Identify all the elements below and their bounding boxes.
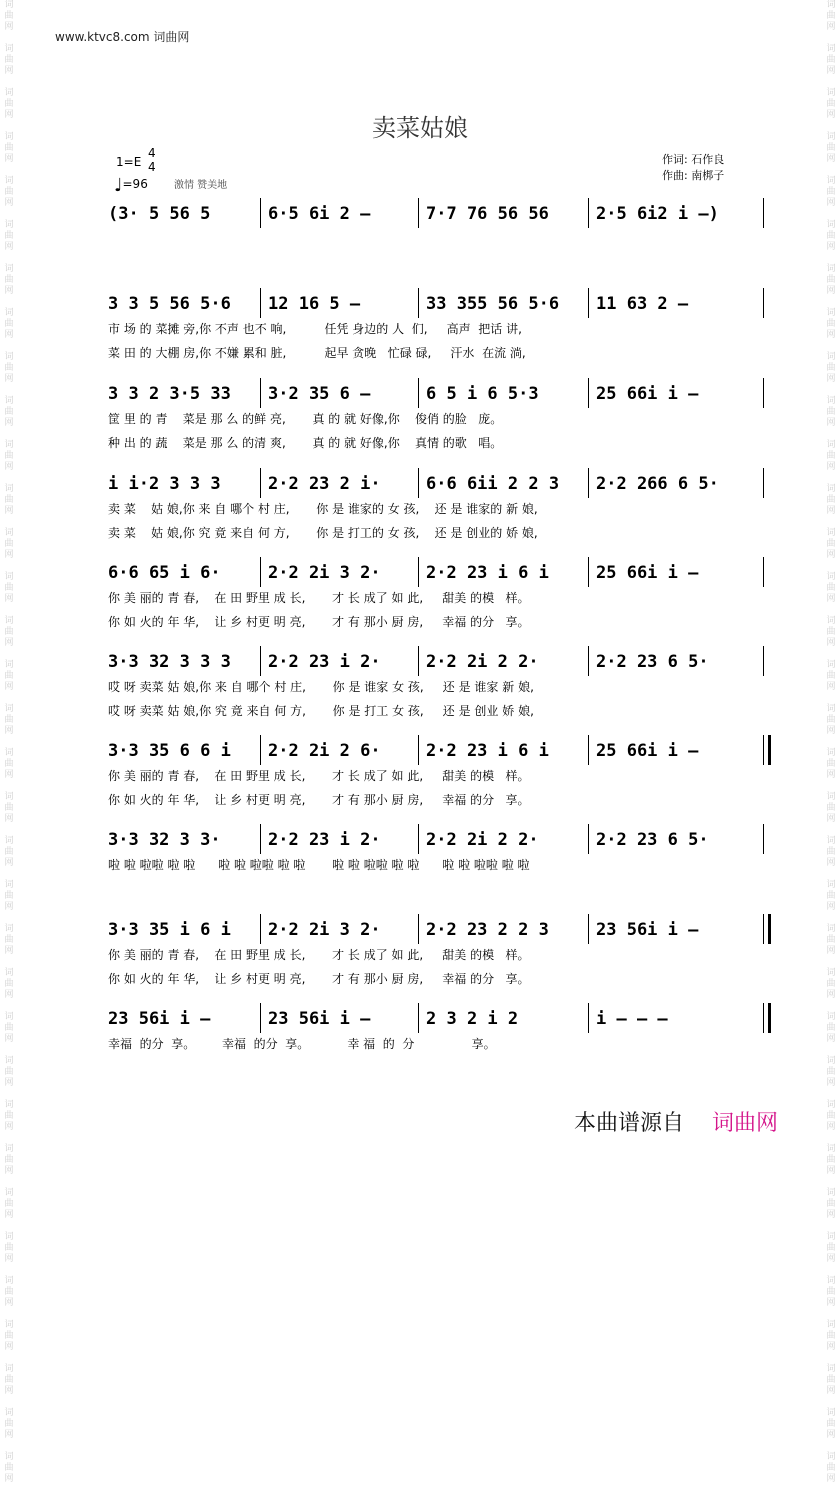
notes-line [108, 474, 768, 498]
barline [418, 288, 419, 318]
barline [763, 557, 764, 587]
measure: 2·2 23 i 2· [268, 830, 381, 850]
barline [763, 378, 764, 408]
lyric-line-1: 卖 菜 姑 娘,你 来 自 哪个 村 庄, 你 是 谁家的 女 孩, 还 是 谁家的 新 娘, [108, 502, 538, 516]
lyric-line-2: 你 如 火的 年 华, 让 乡 村更 明 亮, 才 有 那小 厨 房, 幸福 的分 享。 [108, 793, 530, 807]
barline [588, 914, 589, 944]
measure: 33 355 56 5·6 [426, 294, 560, 314]
lyricist: 作词: 石作良 [662, 153, 725, 166]
notes-line [108, 830, 768, 854]
barline [260, 646, 261, 676]
barline [588, 288, 589, 318]
measure: 3·2 35 6 – [268, 384, 371, 404]
lyric-line-1: 筐 里 的 青 菜是 那 么 的鲜 亮, 真 的 就 好像,你 俊俏 的脸 庞。 [108, 412, 503, 426]
tempo-marking [114, 175, 148, 196]
barline [418, 824, 419, 854]
barline [260, 378, 261, 408]
measure: 2·2 2i 2 6· [268, 741, 381, 761]
lyric-line-2: 卖 菜 姑 娘,你 究 竟 来自 何 方, 你 是 打工的 女 孩, 还 是 创业的 娇 娘, [108, 526, 538, 540]
measure: 23 56i i – [108, 1009, 211, 1029]
measure: 2·2 2i 2 2· [426, 652, 539, 672]
barline [418, 557, 419, 587]
barline [260, 914, 261, 944]
measure: 3·3 32 3 3 3 [108, 652, 231, 672]
barline [763, 914, 771, 944]
side-watermark-right: 词 曲 网 词 曲 网 词 曲 网 词 曲 网 词 曲 网 词 曲 网 词 曲 网 词 曲 网 词 曲 网 词 曲 网 词 曲 网 词 曲 网 词 曲 网 词 曲 网 词 曲 网 词 曲 网 词 曲 网 词 曲 网 词 曲 网 词 曲 网 词 曲 网 词 曲 网 词 曲 网 词 曲 网 词 曲 网 词 曲 网 词 曲 网 词 曲 网 词 曲 网 词 曲 网 词 曲 网 词 曲 网 词 曲 网 词 曲 网 [826, 0, 836, 1484]
footer-source: 本曲谱源自 [574, 1111, 685, 1136]
measure: 2·2 2i 2 2· [426, 830, 539, 850]
measure: 2·2 23 2 2 3 [426, 920, 549, 940]
measure: 2 3 2 i 2 [426, 1009, 519, 1029]
lyric-line-1: 你 美 丽的 青 春, 在 田 野里 成 长, 才 长 成了 如 此, 甜美 的模 样。 [108, 591, 530, 605]
barline [763, 1003, 771, 1033]
measure: 2·2 23 i 6 i [426, 563, 549, 583]
barline [418, 1003, 419, 1033]
lyric-line-1: 幸福 的分 享。 幸福 的分 享。 幸 福 的 分 享。 [108, 1037, 496, 1051]
lyric-line-1: 市 场 的 菜摊 旁,你 不声 也不 响, 任凭 身边的 人 们, 高声 把话 讲, [108, 322, 522, 336]
measure: 2·2 23 6 5· [596, 652, 709, 672]
barline [763, 288, 764, 318]
barline [763, 735, 771, 765]
credits [662, 152, 724, 184]
barline [588, 1003, 589, 1033]
lyric-line-2: 种 出 的 蔬 菜是 那 么 的清 爽, 真 的 就 好像,你 真情 的歌 唱。 [108, 436, 503, 450]
measure: i i·2 3 3 3 [108, 474, 221, 494]
lyric-line-1: 你 美 丽的 青 春, 在 田 野里 成 长, 才 长 成了 如 此, 甜美 的模 样。 [108, 948, 530, 962]
intro-measure-4: 2·5 6i2 i –) [596, 204, 719, 224]
barline [588, 646, 589, 676]
barline [418, 914, 419, 944]
barline [418, 468, 419, 498]
notes-line [108, 1009, 768, 1033]
measure: 2·2 23 i 6 i [426, 741, 549, 761]
barline [260, 198, 261, 228]
lyric-line-2: 菜 田 的 大棚 房,你 不嫌 累和 脏, 起早 贪晚 忙碌 碌, 汗水 在流 淌, [108, 346, 526, 360]
barline [260, 735, 261, 765]
measure: 25 66i i – [596, 563, 699, 583]
measure: 25 66i i – [596, 741, 699, 761]
measure: i – – – [596, 1009, 668, 1029]
measure: 2·2 266 6 5· [596, 474, 719, 494]
measure: 3 3 5 56 5·6 [108, 294, 231, 314]
measure: 3·3 35 i 6 i [108, 920, 231, 940]
barline [588, 198, 589, 228]
measure: 2·2 2i 3 2· [268, 920, 381, 940]
barline [588, 378, 589, 408]
measure: 25 66i i – [596, 384, 699, 404]
time-signature [148, 146, 156, 174]
intro-measure-1: (3· 5 56 5 [108, 204, 211, 224]
measure: 3·3 32 3 3· [108, 830, 221, 850]
intro-measure-2: 6·5 6i 2 – [268, 204, 371, 224]
composer: 作曲: 南梆子 [662, 169, 725, 182]
barline [588, 557, 589, 587]
barline [418, 646, 419, 676]
lyric-line-2: 你 如 火的 年 华, 让 乡 村更 明 亮, 才 有 那小 厨 房, 幸福 的分 享。 [108, 972, 530, 986]
footer-brand[interactable]: 词曲网 [712, 1111, 779, 1136]
measure: 3 3 2 3·5 33 [108, 384, 231, 404]
time-signature-bottom: 4 [148, 160, 156, 174]
quarter-note-icon: ♩ [114, 175, 123, 196]
lyric-line-1: 啦 啦 啦啦 啦 啦 啦 啦 啦啦 啦 啦 啦 啦 啦啦 啦 啦 啦 啦 啦啦 啦 啦 [108, 858, 530, 872]
lyric-line-2: 哎 呀 卖菜 姑 娘,你 究 竟 来自 何 方, 你 是 打工 女 孩, 还 是 创业 娇 娘, [108, 704, 534, 718]
lyric-line-2: 你 如 火的 年 华, 让 乡 村更 明 亮, 才 有 那小 厨 房, 幸福 的分 享。 [108, 615, 530, 629]
tempo-value: =96 [122, 177, 148, 191]
measure: 6·6 6ii 2 2 3 [426, 474, 560, 494]
measure: 3·3 35 6 6 i [108, 741, 231, 761]
notes-line [108, 563, 768, 587]
measure: 23 56i i – [268, 1009, 371, 1029]
song-title: 卖菜姑娘 [372, 114, 468, 142]
barline [418, 378, 419, 408]
measure: 2·2 23 i 2· [268, 652, 381, 672]
barline [763, 824, 764, 854]
measure: 11 63 2 – [596, 294, 689, 314]
barline [260, 824, 261, 854]
measure: 6 5 i 6 5·3 [426, 384, 539, 404]
measure: 23 56i i – [596, 920, 699, 940]
barline [260, 1003, 261, 1033]
measure: 2·2 2i 3 2· [268, 563, 381, 583]
measure: 12 16 5 – [268, 294, 361, 314]
lyric-line-1: 你 美 丽的 青 春, 在 田 野里 成 长, 才 长 成了 如 此, 甜美 的模 样。 [108, 769, 530, 783]
time-signature-top: 4 [148, 146, 156, 160]
barline [588, 824, 589, 854]
barline [418, 198, 419, 228]
intro-measure-3: 7·7 76 56 56 [426, 204, 549, 224]
notes-line [108, 384, 768, 408]
notes-line [108, 294, 768, 318]
barline [260, 468, 261, 498]
notes-line [108, 920, 768, 944]
barline [418, 735, 419, 765]
barline [763, 646, 764, 676]
site-url[interactable]: www.ktvc8.com 词曲网 [55, 30, 190, 44]
barline-end [763, 198, 764, 228]
measure: 6·6 65 i 6· [108, 563, 221, 583]
barline [260, 288, 261, 318]
barline [260, 557, 261, 587]
side-watermark-left: 词 曲 网 词 曲 网 词 曲 网 词 曲 网 词 曲 网 词 曲 网 词 曲 网 词 曲 网 词 曲 网 词 曲 网 词 曲 网 词 曲 网 词 曲 网 词 曲 网 词 曲 网 词 曲 网 词 曲 网 词 曲 网 词 曲 网 词 曲 网 词 曲 网 词 曲 网 词 曲 网 词 曲 网 词 曲 网 词 曲 网 词 曲 网 词 曲 网 词 曲 网 词 曲 网 词 曲 网 词 曲 网 词 曲 网 词 曲 网 [4, 0, 14, 1484]
notes-line [108, 741, 768, 765]
measure: 2·2 23 2 i· [268, 474, 381, 494]
notes-line [108, 652, 768, 676]
measure: 2·2 23 6 5· [596, 830, 709, 850]
key-signature: 1=E [116, 155, 142, 169]
barline [588, 468, 589, 498]
barline [763, 468, 764, 498]
mood-marking: 激情 赞美地 [174, 180, 228, 191]
lyric-line-1: 哎 呀 卖菜 姑 娘,你 来 自 哪个 村 庄, 你 是 谁家 女 孩, 还 是 谁家 新 娘, [108, 680, 534, 694]
intro-notes [108, 204, 768, 228]
barline [588, 735, 589, 765]
